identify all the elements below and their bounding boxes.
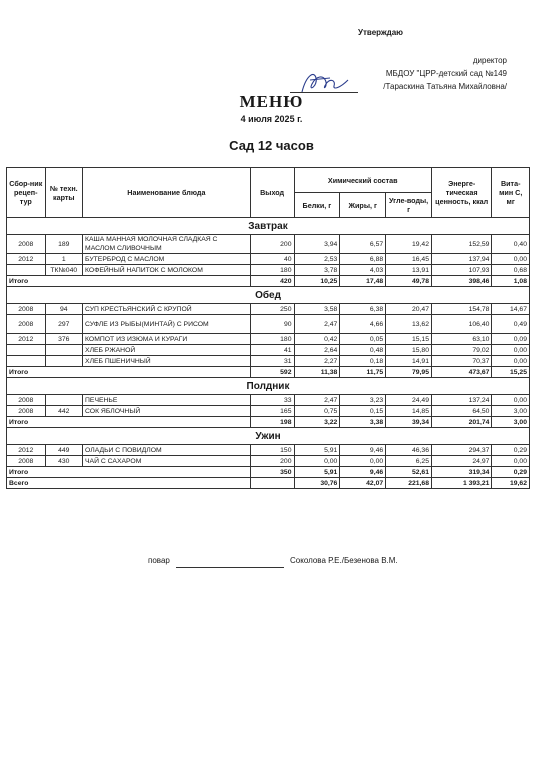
total-carb: 49,78 xyxy=(386,276,432,287)
fat-cell: 4,03 xyxy=(340,265,386,276)
table-row xyxy=(7,395,530,406)
page-title: МЕНЮ xyxy=(239,92,304,111)
tech-card-cell: 297 xyxy=(45,315,83,334)
protein-cell: 2,64 xyxy=(294,345,340,356)
yield-cell: 180 xyxy=(250,334,294,345)
cook-label: повар xyxy=(148,556,170,565)
fat-cell: 6,38 xyxy=(340,304,386,315)
table-row xyxy=(7,334,530,345)
table-row xyxy=(7,406,530,417)
total-label: Итого xyxy=(7,367,251,378)
director-name: /Тараскина Татьяна Михайловна/ xyxy=(383,82,507,91)
dish-cell: ПЕЧЕНЬЕ xyxy=(83,395,251,406)
vit-cell: 0,09 xyxy=(492,334,530,345)
energy-cell: 106,40 xyxy=(432,315,492,334)
tech-card-cell: 1 xyxy=(45,254,83,265)
total-protein: 5,91 xyxy=(294,467,340,478)
dish-cell: СУП КРЕСТЬЯНСКИЙ С КРУПОЙ xyxy=(83,304,251,315)
yield-cell: 200 xyxy=(250,235,294,254)
protein-cell: 0,42 xyxy=(294,334,340,345)
tech-card-cell: 189 xyxy=(45,235,83,254)
yield-cell: 41 xyxy=(250,345,294,356)
fat-cell: 6,57 xyxy=(340,235,386,254)
grand-total-protein: 30,76 xyxy=(294,478,340,489)
section-row xyxy=(7,378,530,395)
total-row xyxy=(7,276,530,287)
vit-cell: 0,29 xyxy=(492,445,530,456)
protein-cell: 3,78 xyxy=(294,265,340,276)
grand-total-energy: 1 393,21 xyxy=(432,478,492,489)
protein-cell: 2,27 xyxy=(294,356,340,367)
fat-cell: 4,66 xyxy=(340,315,386,334)
carb-cell: 15,80 xyxy=(386,345,432,356)
grand-total-yield-empty xyxy=(250,478,294,489)
energy-cell: 107,93 xyxy=(432,265,492,276)
table-row xyxy=(7,345,530,356)
total-label: Итого xyxy=(7,417,251,428)
energy-cell: 63,10 xyxy=(432,334,492,345)
protein-cell: 0,75 xyxy=(294,406,340,417)
dish-cell: ХЛЕБ РЖАНОЙ xyxy=(83,345,251,356)
total-energy: 398,46 xyxy=(432,276,492,287)
recipe-cell: 2008 xyxy=(7,456,46,467)
recipe-cell: 2008 xyxy=(7,406,46,417)
yield-cell: 200 xyxy=(250,456,294,467)
vit-cell: 0,40 xyxy=(492,235,530,254)
vit-cell: 0,00 xyxy=(492,356,530,367)
tech-card-cell: ТК№040 xyxy=(45,265,83,276)
carb-cell: 14,91 xyxy=(386,356,432,367)
section-row xyxy=(7,218,530,235)
recipe-cell: 2012 xyxy=(7,334,46,345)
section-breakfast: Завтрак xyxy=(7,218,530,235)
fat-cell: 0,15 xyxy=(340,406,386,417)
table-row xyxy=(7,315,530,334)
recipe-cell: 2008 xyxy=(7,235,46,254)
header-fat: Жиры, г xyxy=(340,193,386,218)
yield-cell: 31 xyxy=(250,356,294,367)
yield-cell: 150 xyxy=(250,445,294,456)
total-vit: 3,00 xyxy=(492,417,530,428)
total-carb: 52,61 xyxy=(386,467,432,478)
total-label: Итого xyxy=(7,467,251,478)
dish-cell: ХЛЕБ ПШЕНИЧНЫЙ xyxy=(83,356,251,367)
header-tech-card: № техн. карты xyxy=(45,168,83,218)
table-row xyxy=(7,356,530,367)
menu-date: 4 июля 2025 г. xyxy=(240,114,303,124)
organization-name: МБДОУ "ЦРР-детский сад №149 xyxy=(385,69,507,78)
total-label: Итого xyxy=(7,276,251,287)
dish-cell: КОМПОТ ИЗ ИЗЮМА И КУРАГИ xyxy=(83,334,251,345)
cook-names: Соколова Р.Е./Безенова В.М. xyxy=(290,556,398,565)
vit-cell: 3,00 xyxy=(492,406,530,417)
carb-cell: 14,85 xyxy=(386,406,432,417)
grand-total-row xyxy=(7,478,530,489)
dish-cell: ЧАЙ С САХАРОМ xyxy=(83,456,251,467)
protein-cell: 3,58 xyxy=(294,304,340,315)
energy-cell: 70,37 xyxy=(432,356,492,367)
total-protein: 3,22 xyxy=(294,417,340,428)
protein-cell: 2,47 xyxy=(294,315,340,334)
grand-total-carb: 221,68 xyxy=(386,478,432,489)
tech-card-cell xyxy=(45,345,83,356)
dish-cell: СОК ЯБЛОЧНЫЙ xyxy=(83,406,251,417)
header-energy: Энерге-тическая ценность, ккал xyxy=(432,168,492,218)
total-yield: 198 xyxy=(250,417,294,428)
protein-cell: 2,47 xyxy=(294,395,340,406)
energy-cell: 137,94 xyxy=(432,254,492,265)
section-dinner: Ужин xyxy=(7,428,530,445)
table-row xyxy=(7,445,530,456)
carb-cell: 6,25 xyxy=(386,456,432,467)
protein-cell: 3,94 xyxy=(294,235,340,254)
fat-cell: 0,05 xyxy=(340,334,386,345)
section-snack: Полдник xyxy=(7,378,530,395)
total-row xyxy=(7,417,530,428)
fat-cell: 3,23 xyxy=(340,395,386,406)
yield-cell: 165 xyxy=(250,406,294,417)
tech-card-cell xyxy=(45,395,83,406)
table-row xyxy=(7,456,530,467)
table-row xyxy=(7,254,530,265)
yield-cell: 33 xyxy=(250,395,294,406)
tech-card-cell: 94 xyxy=(45,304,83,315)
header-recipe: Сбор-ник рецеп-тур xyxy=(7,168,46,218)
section-row xyxy=(7,287,530,304)
total-fat: 17,48 xyxy=(340,276,386,287)
carb-cell: 16,45 xyxy=(386,254,432,265)
grand-total-label: Всего xyxy=(7,478,251,489)
vit-cell: 0,00 xyxy=(492,345,530,356)
menu-table xyxy=(6,167,530,489)
tech-card-cell xyxy=(45,356,83,367)
total-vit: 0,29 xyxy=(492,467,530,478)
carb-cell: 24,49 xyxy=(386,395,432,406)
recipe-cell xyxy=(7,345,46,356)
fat-cell: 9,46 xyxy=(340,445,386,456)
header-dish: Наименование блюда xyxy=(83,168,251,218)
recipe-cell: 2012 xyxy=(7,445,46,456)
total-energy: 319,34 xyxy=(432,467,492,478)
total-protein: 10,25 xyxy=(294,276,340,287)
recipe-cell xyxy=(7,265,46,276)
carb-cell: 13,62 xyxy=(386,315,432,334)
energy-cell: 24,97 xyxy=(432,456,492,467)
director-position: директор xyxy=(472,56,507,65)
dish-cell: СУФЛЕ ИЗ РЫБЫ(МИНТАЙ) С РИСОМ xyxy=(83,315,251,334)
vit-cell: 14,67 xyxy=(492,304,530,315)
protein-cell: 5,91 xyxy=(294,445,340,456)
dish-cell: КОФЕЙНЫЙ НАПИТОК С МОЛОКОМ xyxy=(83,265,251,276)
carb-cell: 20,47 xyxy=(386,304,432,315)
carb-cell: 19,42 xyxy=(386,235,432,254)
header-chem: Химический состав xyxy=(294,168,432,193)
header-vitamin: Вита-мин С, мг xyxy=(492,168,530,218)
tech-card-cell: 442 xyxy=(45,406,83,417)
total-carb: 39,34 xyxy=(386,417,432,428)
fat-cell: 0,00 xyxy=(340,456,386,467)
total-yield: 592 xyxy=(250,367,294,378)
yield-cell: 40 xyxy=(250,254,294,265)
energy-cell: 294,37 xyxy=(432,445,492,456)
menu-subtitle: Сад 12 часов xyxy=(229,138,314,153)
total-energy: 201,74 xyxy=(432,417,492,428)
total-carb: 79,95 xyxy=(386,367,432,378)
energy-cell: 64,50 xyxy=(432,406,492,417)
yield-cell: 250 xyxy=(250,304,294,315)
recipe-cell: 2008 xyxy=(7,315,46,334)
dish-cell: КАША МАННАЯ МОЛОЧНАЯ СЛАДКАЯ С МАСЛОМ СЛИВОЧНЫМ xyxy=(83,235,251,254)
yield-cell: 90 xyxy=(250,315,294,334)
total-vit: 1,08 xyxy=(492,276,530,287)
tech-card-cell: 449 xyxy=(45,445,83,456)
carb-cell: 13,91 xyxy=(386,265,432,276)
section-lunch: Обед xyxy=(7,287,530,304)
table-row xyxy=(7,235,530,254)
tech-card-cell: 376 xyxy=(45,334,83,345)
header-protein: Белки, г xyxy=(294,193,340,218)
fat-cell: 0,18 xyxy=(340,356,386,367)
grand-total-fat: 42,07 xyxy=(340,478,386,489)
fat-cell: 0,48 xyxy=(340,345,386,356)
yield-cell: 180 xyxy=(250,265,294,276)
total-energy: 473,67 xyxy=(432,367,492,378)
recipe-cell: 2008 xyxy=(7,304,46,315)
total-row xyxy=(7,367,530,378)
energy-cell: 137,24 xyxy=(432,395,492,406)
carb-cell: 46,36 xyxy=(386,445,432,456)
recipe-cell: 2012 xyxy=(7,254,46,265)
grand-total-vit: 19,62 xyxy=(492,478,530,489)
total-fat: 11,75 xyxy=(340,367,386,378)
tech-card-cell: 430 xyxy=(45,456,83,467)
vit-cell: 0,00 xyxy=(492,395,530,406)
vit-cell: 0,68 xyxy=(492,265,530,276)
recipe-cell xyxy=(7,356,46,367)
vit-cell: 0,49 xyxy=(492,315,530,334)
total-fat: 9,46 xyxy=(340,467,386,478)
total-protein: 11,38 xyxy=(294,367,340,378)
total-yield: 420 xyxy=(250,276,294,287)
section-row xyxy=(7,428,530,445)
table-row xyxy=(7,304,530,315)
approve-label: Утверждаю xyxy=(358,28,403,37)
table-row xyxy=(7,265,530,276)
recipe-cell: 2008 xyxy=(7,395,46,406)
total-yield: 350 xyxy=(250,467,294,478)
cook-signature-line xyxy=(176,567,284,568)
header-yield: Выход xyxy=(250,168,294,218)
dish-cell: ОЛАДЬИ С ПОВИДЛОМ xyxy=(83,445,251,456)
total-fat: 3,38 xyxy=(340,417,386,428)
vit-cell: 0,00 xyxy=(492,456,530,467)
fat-cell: 6,88 xyxy=(340,254,386,265)
protein-cell: 0,00 xyxy=(294,456,340,467)
carb-cell: 15,15 xyxy=(386,334,432,345)
energy-cell: 79,02 xyxy=(432,345,492,356)
vit-cell: 0,00 xyxy=(492,254,530,265)
total-row xyxy=(7,467,530,478)
header-carb: Угле-воды, г xyxy=(386,193,432,218)
energy-cell: 152,59 xyxy=(432,235,492,254)
total-vit: 15,25 xyxy=(492,367,530,378)
dish-cell: БУТЕРБРОД С МАСЛОМ xyxy=(83,254,251,265)
protein-cell: 2,53 xyxy=(294,254,340,265)
energy-cell: 154,78 xyxy=(432,304,492,315)
